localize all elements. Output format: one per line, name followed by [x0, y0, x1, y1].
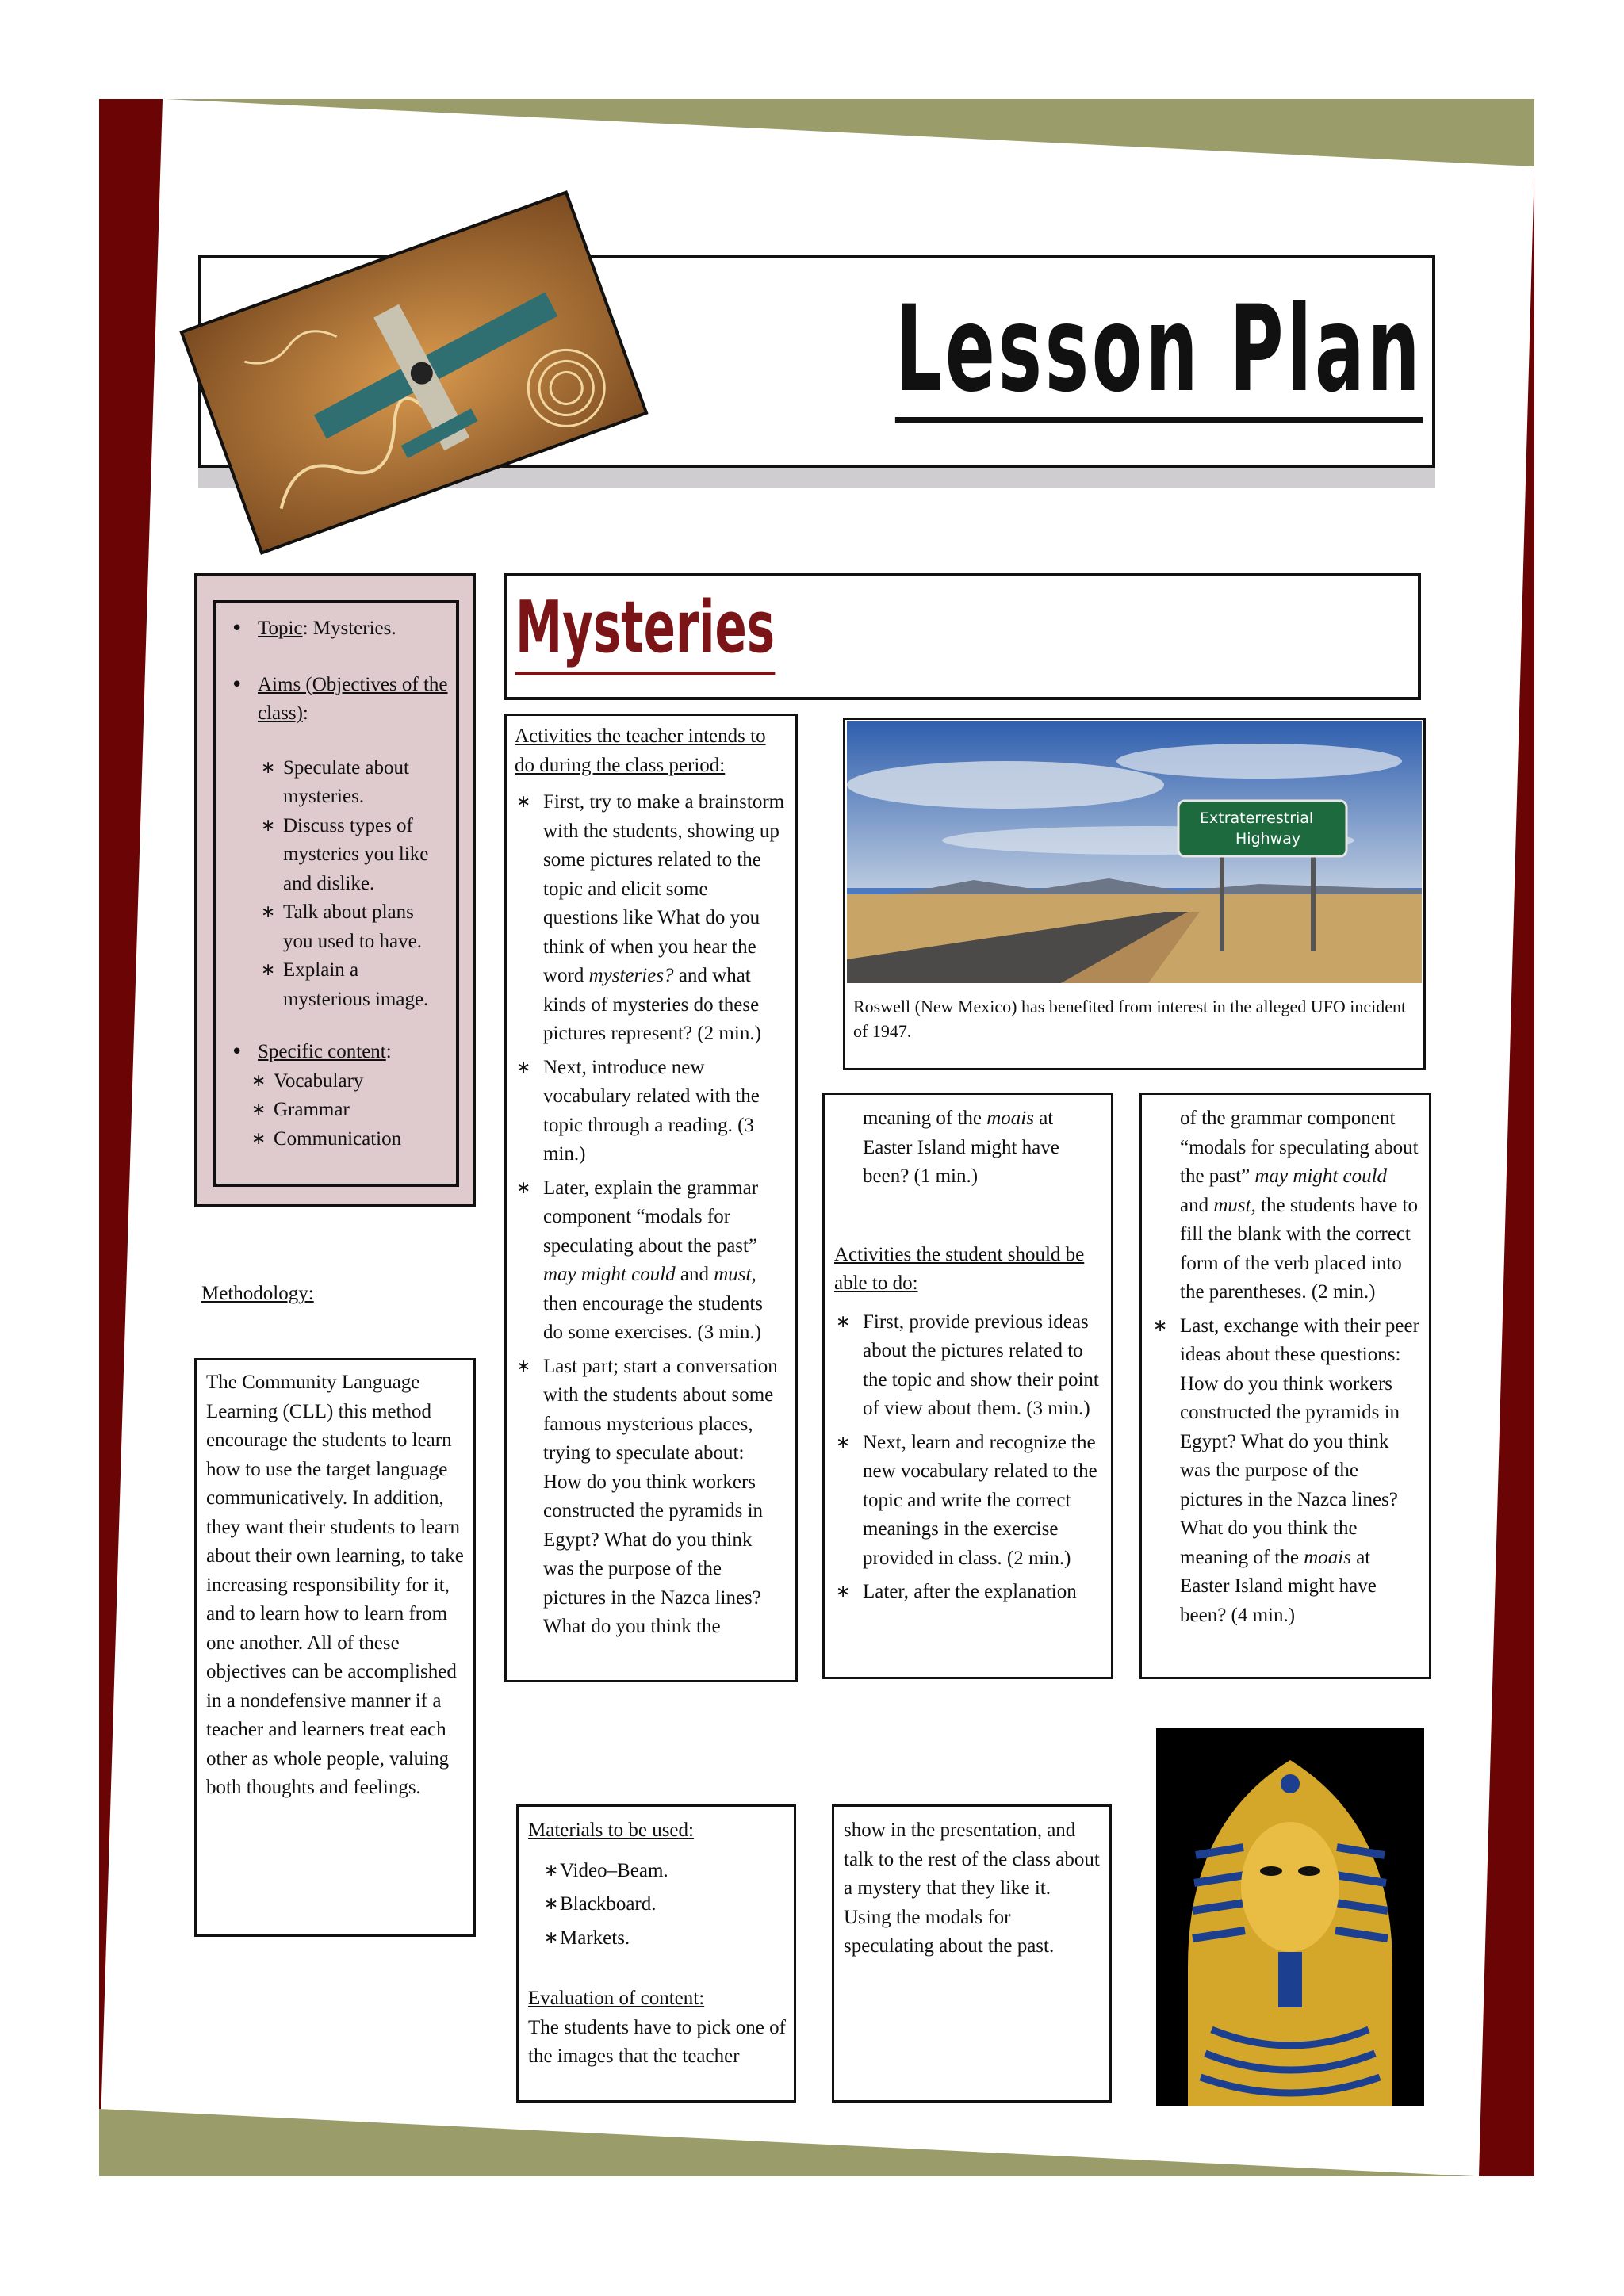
teacher-activity-emphasis: may might could	[543, 1264, 676, 1285]
teacher-activity-text: and what kinds of mysteries do these pictures represent? (2 min.)	[543, 965, 761, 1044]
road-caption: Roswell (New Mexico) has benefited from interest in the alleged UFO incident of 1947.	[853, 997, 1407, 1041]
content-entry: ∗ Vocabulary	[250, 1067, 448, 1096]
content-item	[226, 1038, 448, 1067]
mysteries-title: Mysteries	[515, 584, 775, 675]
aims-label: Aims (Objectives of the class)	[258, 673, 448, 724]
teacher-heading: Activities the teacher intends to do during the class period:	[515, 725, 766, 776]
road-photo	[847, 721, 1422, 983]
student-emphasis: moais	[986, 1108, 1034, 1129]
aims-list	[226, 754, 448, 1015]
methodology-text: The Community Language Learning (CLL) this method encourage the students to learn how to use the target language communicatively. In addition, they want their students to learn about their own learning, to take increasing responsibility for it, and to learn how to learn from one another. All of these objectives can be accomplished in a nondefensive manner if a teacher and learners treat each other as whole people, valuing both thoughts and feelings.	[206, 1372, 464, 1798]
evaluation-text: The students have to pick one of the images that the teacher	[528, 2016, 786, 2067]
topic-panel	[194, 573, 476, 1207]
teacher-activity: ∗ Last part; start a conversation with the students about some famous mysterious places, trying to speculate about: How do you think workers constructed the pyramids in Egypt? What do you think was the purpose of the pictures in the Nazca lines? What do you think the	[515, 1353, 786, 1642]
topic-item	[226, 614, 448, 644]
presentation-box	[832, 1804, 1112, 2103]
student-activities-box	[822, 1093, 1113, 1679]
left-maroon-band	[99, 99, 163, 2176]
material-item: ∗ Video–Beam.	[542, 1857, 786, 1886]
material-item: ∗ Markets.	[542, 1924, 786, 1954]
student-emphasis: may might could	[1254, 1165, 1388, 1187]
mask-photo	[1156, 1728, 1424, 2106]
methodology-label: Methodology:	[201, 1283, 314, 1304]
evaluation-heading: Evaluation of content:	[528, 1988, 705, 2009]
bottom-olive-band	[99, 2109, 1475, 2176]
teacher-activity-emphasis: must,	[714, 1264, 756, 1285]
content-colon: :	[385, 1041, 392, 1062]
student-activity: ∗ Next, learn and recognize the new vocabulary related to the topic and write the correct meanings in the exercise provided in class. (2 min.)	[834, 1429, 1101, 1574]
aim-item: ∗ Talk about plans you used to have.	[259, 898, 448, 956]
student-text: of the grammar component “modals for speculating about the past”	[1180, 1108, 1419, 1187]
teacher-activity-emphasis: mysteries?	[588, 965, 674, 986]
topic-value: : Mysteries.	[302, 618, 396, 639]
teacher-activity	[515, 1174, 786, 1348]
teacher-activity-text: and	[675, 1264, 714, 1285]
student-continued-text	[1151, 1104, 1419, 1307]
teacher-activity: ∗ Next, introduce new vocabulary related with the topic through a reading. (3 min.)	[515, 1054, 786, 1169]
topic-label: Topic	[258, 618, 303, 639]
page-title: Lesson Plan	[895, 282, 1423, 423]
teacher-activity	[515, 788, 786, 1049]
student-text: meaning of the	[863, 1108, 987, 1129]
student-text: at Easter Island might have been? (4 min.)	[1180, 1546, 1377, 1626]
teacher-activity-text: then encourage the students do some exercises. (3 min.)	[543, 1292, 763, 1343]
topic-panel-inner	[213, 600, 459, 1187]
content-label: Specific content	[258, 1041, 386, 1062]
road-photo-box	[843, 718, 1426, 1070]
teacher-activity-text: Later, explain the grammar component “modals for speculating about the past”	[543, 1177, 759, 1257]
student-text: the students have to fill the blank with the correct form of the verb placed into the parentheses. (2 min.)	[1180, 1194, 1418, 1303]
aims-colon: :	[302, 702, 308, 724]
student-text: and	[1180, 1194, 1214, 1216]
content-list	[226, 1067, 448, 1154]
road-sign-line2: Highway	[1235, 830, 1301, 848]
mask-image	[1156, 1728, 1424, 2106]
student-text: at Easter Island might have been? (1 min.)	[863, 1108, 1059, 1187]
top-olive-band	[99, 99, 1534, 166]
road-image	[847, 721, 1422, 983]
mysteries-heading-box	[504, 573, 1421, 700]
student-activities-box-continued	[1139, 1093, 1431, 1679]
aim-item: ∗ Explain a mysterious image.	[259, 956, 448, 1014]
materials-box	[516, 1804, 796, 2103]
student-emphasis: moais	[1304, 1546, 1351, 1568]
student-activity	[1151, 1312, 1419, 1631]
teacher-activity-text: First, try to make a brainstorm with the students, showing up some pictures related to the topic and elicit some questions like What do you think of when you hear the word	[543, 791, 785, 986]
road-sign-line1: Extraterrestrial	[1200, 809, 1314, 827]
aim-item: ∗ Discuss types of mysteries you like and dislike.	[259, 812, 448, 899]
content-entry: ∗ Communication	[250, 1125, 448, 1154]
materials-heading: Materials to be used:	[528, 1820, 694, 1841]
aim-item: ∗ Speculate about mysteries.	[259, 754, 448, 812]
student-continued-text	[834, 1104, 1101, 1192]
content-entry: ∗ Grammar	[250, 1096, 448, 1125]
materials-list	[528, 1857, 786, 1954]
student-activity: ∗ First, provide previous ideas about the pictures related to the topic and show their point of view about them. (3 min.)	[834, 1308, 1101, 1424]
student-text: Last, exchange with their peer ideas about these questions: How do you think workers constructed the pyramids in Egypt? What do you think was the purpose of the pictures in the Nazca lines? What do you think the meaning of the	[1180, 1314, 1419, 1568]
student-activity: ∗ Later, after the explanation	[834, 1578, 1101, 1607]
presentation-text: show in the presentation, and talk to the rest of the class about a mystery that they like it. Using the modals for speculating about the past.	[844, 1820, 1100, 1957]
right-maroon-band	[1479, 166, 1534, 2176]
material-item: ∗ Blackboard.	[542, 1890, 786, 1919]
teacher-activities-box	[504, 714, 798, 1682]
methodology-box	[194, 1358, 476, 1937]
student-heading: Activities the student should be able to do:	[834, 1243, 1085, 1294]
aims-item	[226, 671, 448, 729]
student-emphasis: must,	[1213, 1194, 1256, 1216]
